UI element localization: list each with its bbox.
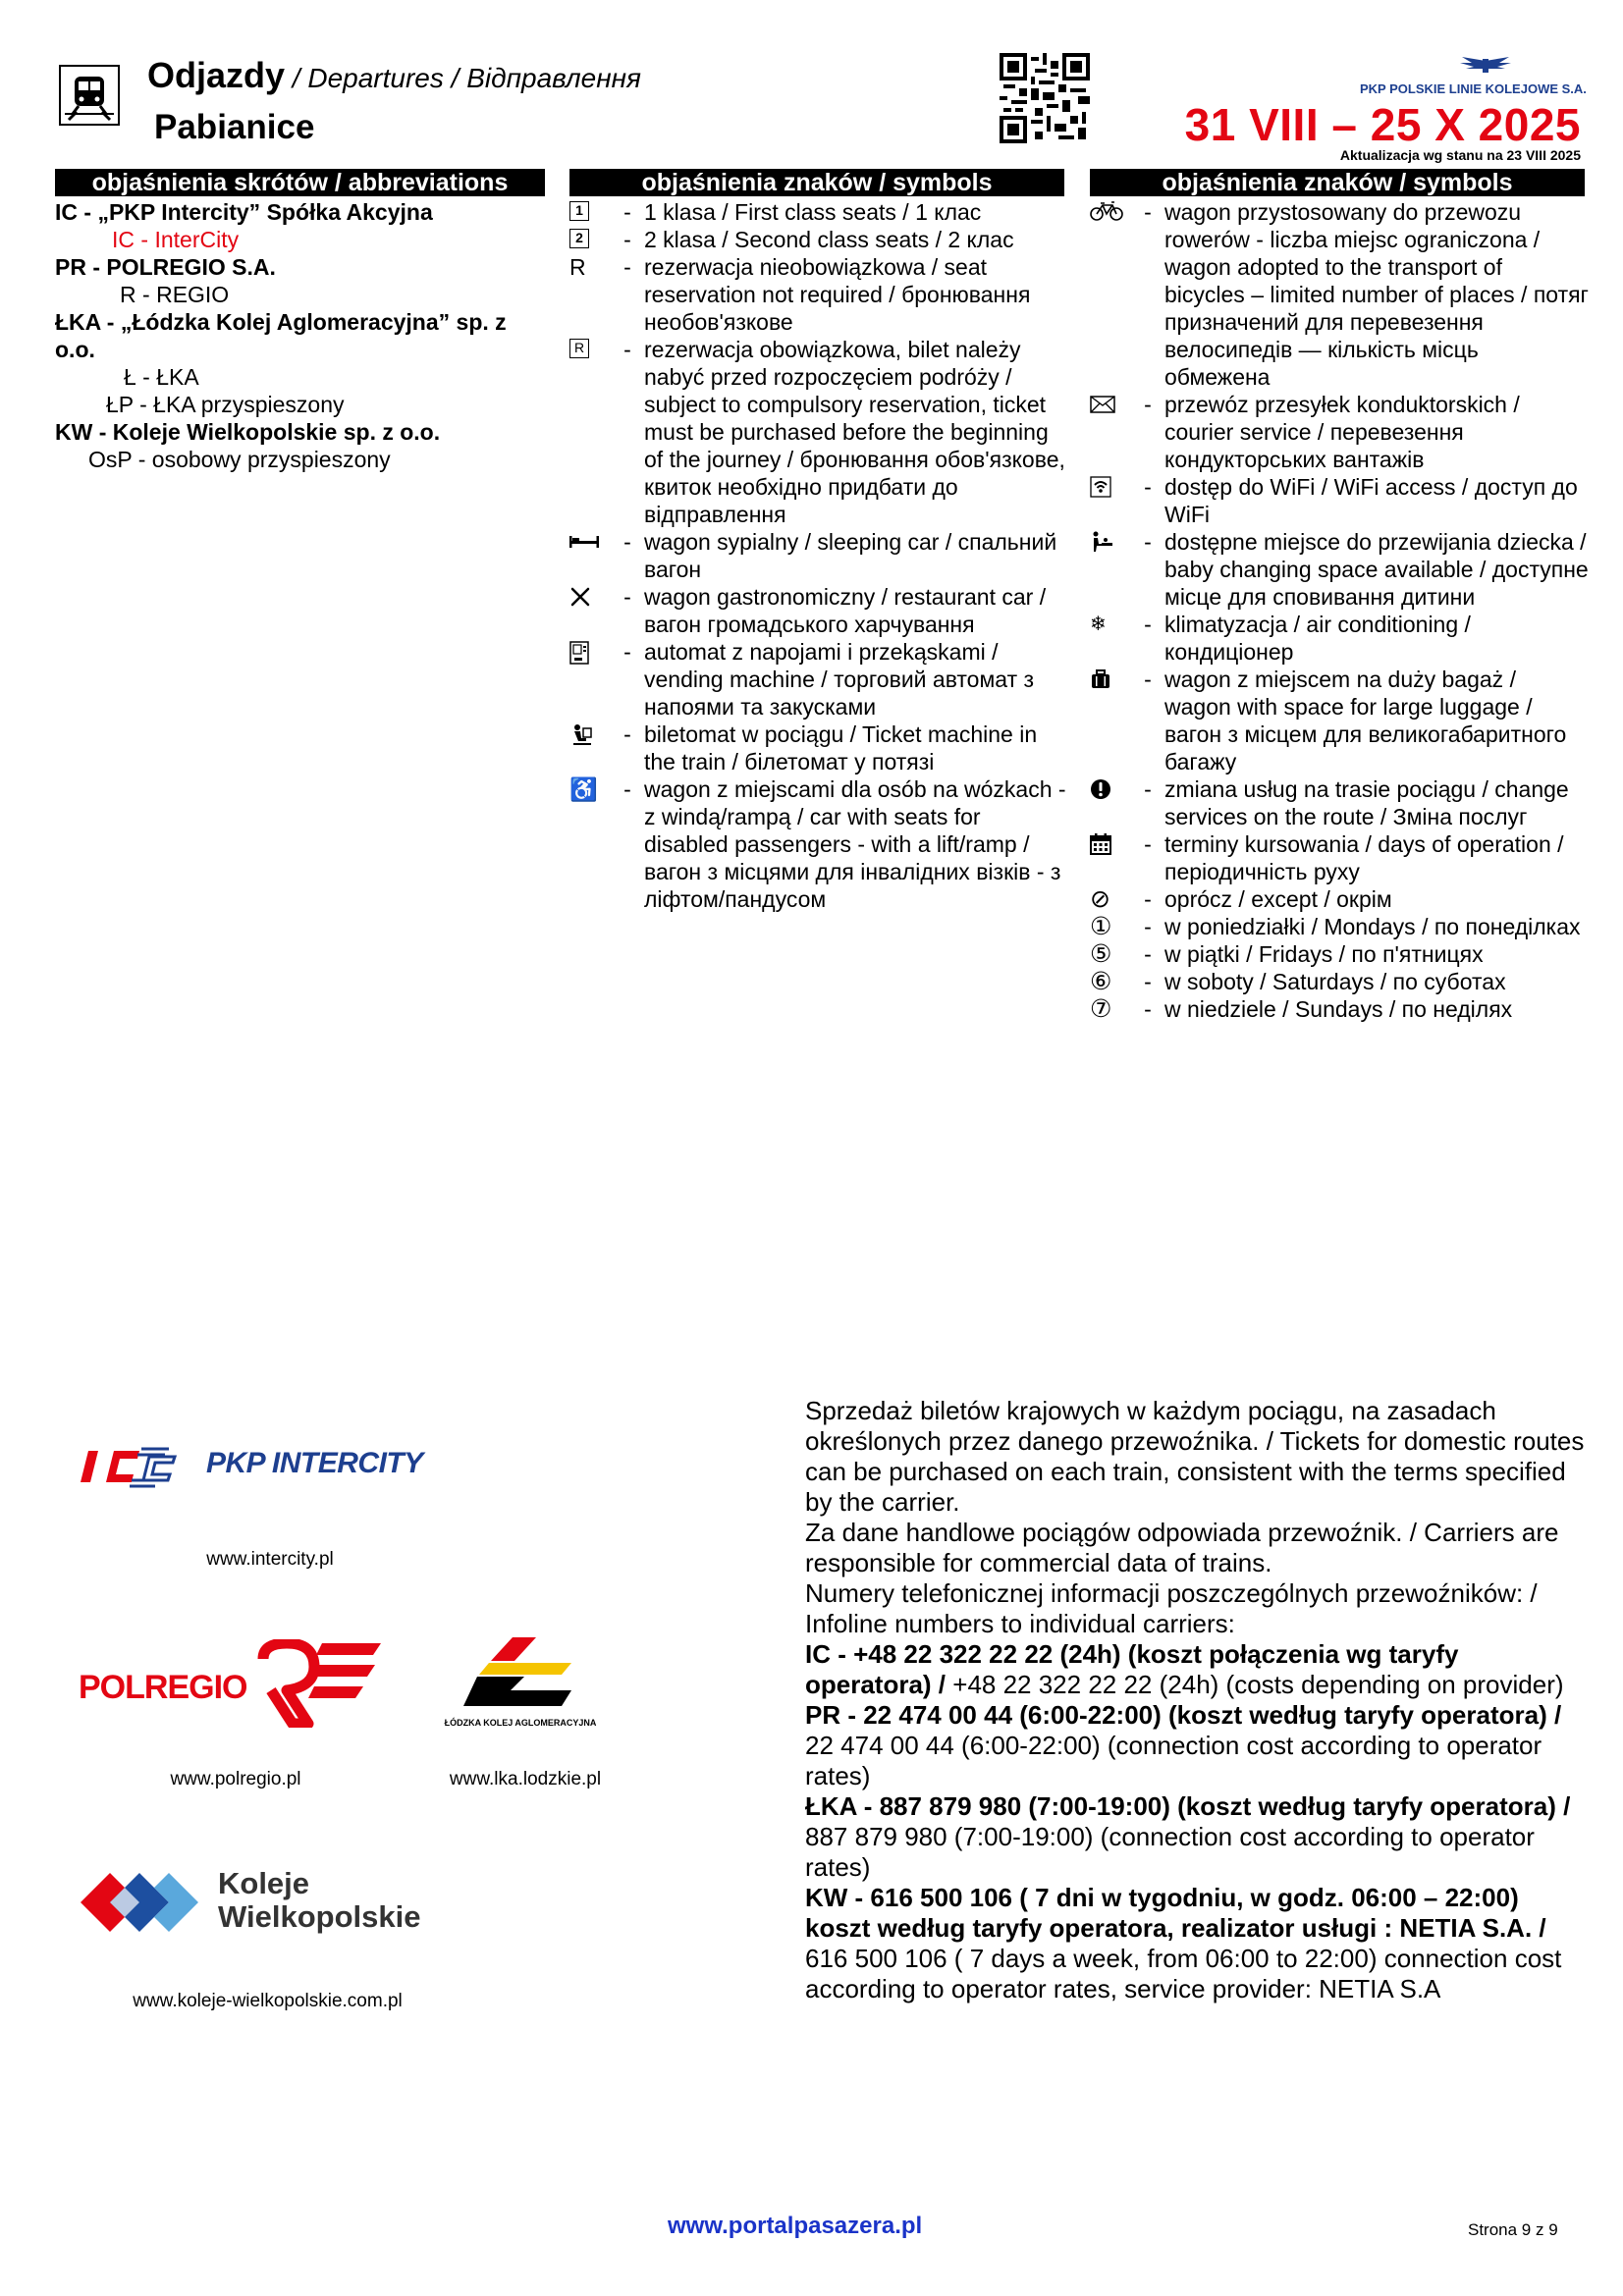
optional-reservation-icon: R bbox=[569, 254, 586, 280]
symbols-list-right bbox=[1090, 198, 1589, 1023]
station-name: Pabianice bbox=[154, 108, 315, 146]
baby-changing-icon bbox=[1090, 531, 1113, 553]
lka-logo bbox=[432, 1633, 609, 1732]
polregio-url[interactable]: www.polregio.pl bbox=[170, 1769, 301, 1789]
polregio-logo bbox=[79, 1639, 393, 1728]
list-item: 1 - 1 klasa / First class seats / 1 клас bbox=[569, 198, 1066, 226]
list-item: ⊘ - oprócz / except / окрім bbox=[1090, 885, 1392, 913]
carrier-lka: ŁKA - „Łódzka Kolej Aglomeracyjna” sp. z o.o. Ł - ŁKA ŁP - ŁKA przyspieszony bbox=[55, 309, 507, 417]
wifi-icon bbox=[1090, 476, 1111, 498]
kw-logo bbox=[81, 1867, 454, 1940]
second-class-icon: 2 bbox=[569, 229, 589, 248]
list-item: - wagon przystosowany do przewozu rowerów - liczba miejsc ograniczona / wagon adopted to the transport of bicycles – limited number of places / потяг призначений для перевезення велосипедів — кількість місць обмежена bbox=[1090, 198, 1589, 391]
list-item: 2 - 2 klasa / Second class seats / 2 клас bbox=[569, 226, 1066, 253]
list-item: - wagon gastronomiczny / restaurant car / вагон громадського харчування bbox=[569, 583, 1066, 638]
sleeping-car-icon bbox=[569, 536, 599, 548]
sunday-icon: ⑦ bbox=[1090, 995, 1112, 1023]
list-item: ① - w poniedziałki / Mondays / по понеділках bbox=[1090, 913, 1581, 940]
list-item: R - rezerwacja obowiązkowa, bilet należy nabyć przed rozpoczęciem podróży / subject to compulsory reservation, ticket must be purchased before the beginning of the journey / бронювання обов'язкове, квиток необхідно придбати до відправлення bbox=[569, 336, 1066, 528]
kw-infoline: KW - 616 500 106 ( 7 dni w tygodniu, w godz. 06:00 – 22:00) koszt według taryfy operatora, realizator usługi : NETIA S.A. / 616 500 106 ( 7 days a week, from 06:00 to 22:00) connection cost according to operator rates, service provider: NETIA S.A bbox=[805, 1883, 1562, 2003]
envelope-icon bbox=[1090, 396, 1115, 413]
qr-code[interactable] bbox=[1000, 53, 1090, 143]
page-title: Odjazdy / Departures / Відправлення bbox=[147, 55, 641, 95]
bicycle-icon bbox=[1090, 201, 1123, 221]
list-item: - wagon z miejscem na duży bagaż / wagon with space for large luggage / вагон з місцем для великогабаритного багажу bbox=[1090, 666, 1589, 775]
list-item: - biletomat w pociągu / Ticket machine in the train / білетомат у потязі bbox=[569, 721, 1066, 775]
carrier-ic: IC - „PKP Intercity” Spółka Akcyjna IC - InterCity bbox=[55, 199, 433, 252]
pr-infoline: PR - 22 474 00 44 (6:00-22:00) (koszt według taryfy operatora) / 22 474 00 44 (6:00-22:00) (connection cost according to operator rates) bbox=[805, 1700, 1562, 1790]
symbols-header-1: objaśnienia znaków / symbols bbox=[569, 169, 1064, 196]
list-item: - zmiana usług na trasie pociągu / change services on the route / Зміна послуг bbox=[1090, 775, 1589, 830]
polregio-logo-text: POLREGIO bbox=[79, 1669, 247, 1706]
list-item: R - rezerwacja nieobowiązkowa / seat reservation not required / бронювання необов'язкове bbox=[569, 254, 1031, 335]
wheelchair-icon: ♿ bbox=[569, 776, 598, 802]
except-icon: ⊘ bbox=[1090, 885, 1110, 913]
symbols-list-left bbox=[569, 198, 1066, 913]
kw-url[interactable]: www.koleje-wielkopolskie.com.pl bbox=[133, 1991, 403, 2011]
kw-logo-text-1: Koleje bbox=[218, 1866, 310, 1900]
luggage-icon bbox=[1090, 668, 1111, 690]
calendar-icon bbox=[1090, 833, 1111, 855]
list-item: ♿ - wagon z miejscami dla osób na wózkach - z windą/rampą / car with seats for disabled passengers - with a lift/ramp / вагон з місцями для інвалідних візків - з ліфтом/пандусом bbox=[569, 776, 1066, 912]
list-item: - automat z napojami i przekąskami / vending machine / торговий автомат з напоями та закусками bbox=[569, 638, 1066, 721]
pkp-plk-text: PKP POLSKIE LINIE KOLEJOWE S.A. bbox=[1360, 81, 1587, 96]
carrier-pr: PR - POLREGIO S.A. R - REGIO bbox=[55, 254, 276, 307]
restaurant-car-icon bbox=[569, 586, 591, 608]
kw-logo-text-2: Wielkopolskie bbox=[218, 1899, 421, 1934]
lka-infoline: ŁKA - 887 879 980 (7:00-19:00) (koszt według taryfy operatora) / 887 879 980 (7:00-19:00) (connection cost according to operator rates) bbox=[805, 1791, 1571, 1882]
wings-icon bbox=[1458, 55, 1513, 77]
saturday-icon: ⑥ bbox=[1090, 968, 1112, 995]
validity-dates: 31 VIII – 25 X 2025 bbox=[1184, 99, 1581, 150]
sales-info: Sprzedaż biletów krajowych w każdym pociągu, na zasadach określonych przez danego przewoźnika. / Tickets for domestic routes can be purchased on each train, consistent with the terms specified by the carrier. Za dane handlowe pociągów odpowiada przewoźnik. / Carriers are responsible for commercial data of trains. Numery telefonicznej informacji poszczególnych przewoźników: / Infoline numbers to individual carriers: IC - +48 22 322 22 22 (24h) (koszt połączenia wg taryfy operatora) / +48 22 322 22 22 (24h) (costs depending on provider) PR - 22 474 00 44 (6:00-22:00) (koszt według taryfy operatora) / 22 474 00 44 (6:00-22:00) (connection cost according to operator rates) ŁKA - 887 879 980 (7:00-19:00) (koszt według taryfy operatora) / 887 879 980 (7:00-19:00) (connection cost according to operator rates) KW - 616 500 106 ( 7 dni w tygodniu, w godz. 06:00 – 22:00) koszt według taryfy operatora, realizator usługi : NETIA S.A. / 616 500 106 ( 7 days a week, from 06:00 to 22:00) connection cost according to operator rates, service provider: NETIA S.A bbox=[805, 1396, 1591, 2004]
list-item: - dostępne miejsce do przewijania dziecka / baby changing space available / доступне місце для сповивання дитини bbox=[1090, 528, 1589, 611]
page-number: Strona 9 z 9 bbox=[1468, 2220, 1558, 2239]
abbreviations-list bbox=[55, 198, 546, 473]
friday-icon: ⑤ bbox=[1090, 940, 1112, 968]
pkp-plk-logo bbox=[1360, 55, 1587, 96]
list-item: - dostęp do WiFi / WiFi access / доступ до WiFi bbox=[1090, 473, 1589, 528]
list-item: ⑦ - w niedziele / Sundays / по неділях bbox=[1090, 995, 1513, 1023]
intercity-url[interactable]: www.intercity.pl bbox=[206, 1549, 334, 1570]
list-item: ❄ - klimatyzacja / air conditioning / кондиціонер bbox=[1090, 612, 1471, 665]
lka-logo-text: ŁÓDZKA KOLEJ AGLOMERACYJNA bbox=[444, 1718, 597, 1728]
compulsory-reservation-icon: R bbox=[569, 339, 589, 358]
list-item: ⑥ - w soboty / Saturdays / по суботах bbox=[1090, 968, 1506, 995]
update-date: Aktualizacja wg stanu na 23 VIII 2025 bbox=[1339, 147, 1581, 163]
ticket-machine-icon bbox=[569, 723, 593, 747]
intercity-logo bbox=[81, 1439, 444, 1488]
monday-icon: ① bbox=[1090, 913, 1112, 940]
list-item: - wagon sypialny / sleeping car / спальний вагон bbox=[569, 528, 1066, 583]
first-class-icon: 1 bbox=[569, 201, 589, 221]
abbreviations-header: objaśnienia skrótów / abbreviations bbox=[55, 169, 545, 196]
train-icon bbox=[59, 65, 120, 126]
exclamation-icon bbox=[1090, 778, 1111, 800]
symbols-header-2: objaśnienia znaków / symbols bbox=[1090, 169, 1585, 196]
list-item: - terminy kursowania / days of operation / періодичність руху bbox=[1090, 830, 1589, 885]
portal-link[interactable]: www.portalpasazera.pl bbox=[668, 2213, 923, 2239]
list-item: - przewóz przesyłek konduktorskich / courier service / перевезення кондукторських вантажів bbox=[1090, 391, 1589, 473]
carrier-kw: KW - Koleje Wielkopolskie sp. z o.o. OsP - osobowy przyspieszony bbox=[55, 419, 441, 472]
ic-infoline: IC - +48 22 322 22 22 (24h) (koszt połączenia wg taryfy operatora) / +48 22 322 22 22 (24h) (costs depending on provider) bbox=[805, 1639, 1564, 1699]
lka-url[interactable]: www.lka.lodzkie.pl bbox=[449, 1769, 602, 1789]
snowflake-icon: ❄ bbox=[1090, 614, 1107, 635]
intercity-logo-text: PKP INTERCITY bbox=[206, 1447, 423, 1479]
vending-machine-icon bbox=[569, 641, 589, 665]
list-item: ⑤ - w piątki / Fridays / по п'ятницях bbox=[1090, 940, 1484, 968]
